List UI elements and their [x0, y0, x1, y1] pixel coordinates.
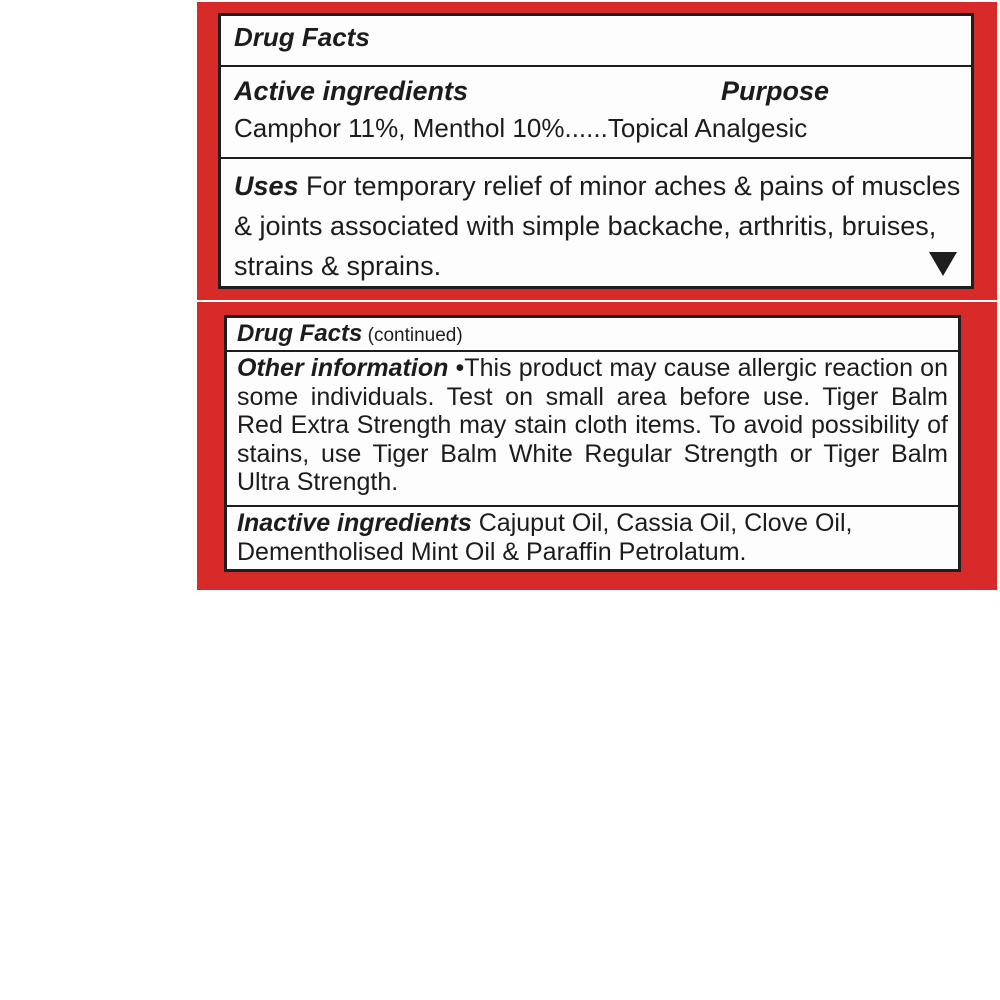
- drug-facts-box-top: [218, 13, 974, 289]
- drug-facts-title-continued: Drug Facts: [237, 320, 363, 347]
- drug-facts-panel-bottom: [197, 302, 997, 590]
- active-ingredients-section: [221, 67, 971, 159]
- active-ingredients-line: Camphor 11%, Menthol 10%......Topical Analgesic: [234, 113, 808, 143]
- inactive-ingredients-text: Cajuput Oil, Cassia Oil, Clove Oil, Dementholised Mint Oil & Paraffin Petrolatum.: [237, 509, 853, 566]
- drug-facts-title: Drug Facts: [221, 16, 971, 67]
- uses-text: For temporary relief of minor aches & pains of muscles & joints associated with simple backache, arthritis, bruises, strains & sprains.: [234, 171, 961, 281]
- inactive-ingredients-section: [227, 507, 958, 567]
- drug-facts-continued-title: [227, 318, 958, 352]
- drug-facts-box-bottom: [224, 315, 961, 572]
- drug-facts-panel-top: [197, 2, 997, 300]
- active-ingredients-heading: Active ingredients: [234, 76, 469, 106]
- other-information-heading: Other information: [237, 354, 449, 382]
- uses-section: [221, 159, 971, 286]
- triangle-down-icon: [929, 252, 957, 276]
- continued-note: (continued): [362, 325, 463, 346]
- other-information-section: [227, 352, 958, 507]
- purpose-heading: Purpose: [721, 76, 830, 106]
- other-information-text: •This product may cause allergic reaction on some individuals. Test on small area before use. Tiger Balm Red Extra Strength may stain cloth items. To avoid possibility of stains, use Tiger Balm White Regular Strength or Tiger Balm Ultra Strength.: [237, 354, 948, 496]
- inactive-ingredients-heading: Inactive ingredients: [237, 509, 472, 537]
- uses-heading: Uses: [234, 171, 299, 201]
